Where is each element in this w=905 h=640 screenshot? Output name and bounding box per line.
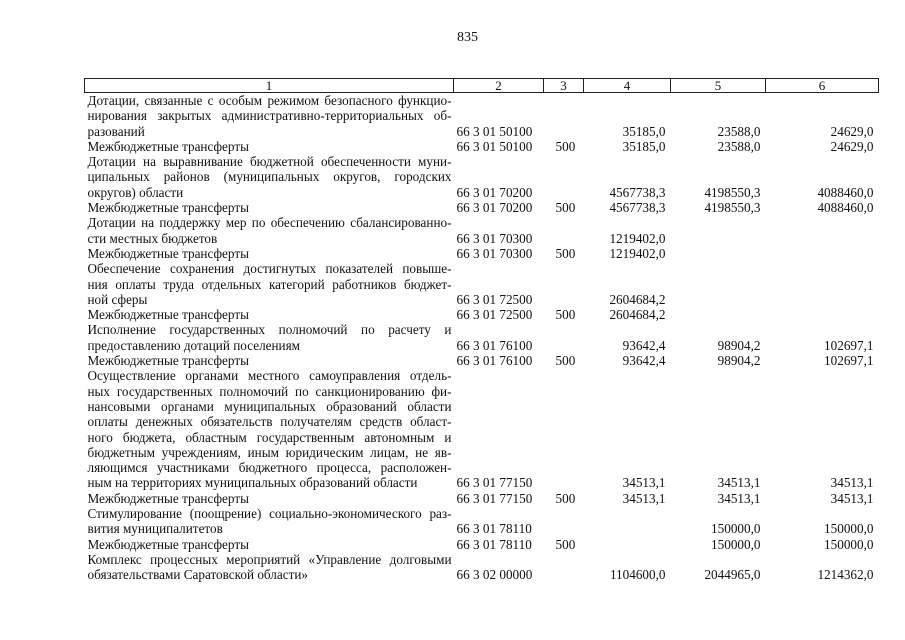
expense-type: 500 <box>555 490 576 506</box>
amount-col-5: 34513,1 <box>717 475 761 491</box>
target-article-code: 66 3 01 78110 <box>456 536 532 552</box>
row-description <box>85 322 454 353</box>
amount-col-5: 98904,2 <box>717 337 761 353</box>
header-col-3: 3 <box>544 79 584 93</box>
table-row <box>85 537 879 552</box>
row-description <box>85 215 454 246</box>
target-article-code: 66 3 01 72500 <box>456 291 533 307</box>
description-line: ных государственных полномочий по санкционированию фи- <box>87 383 452 399</box>
expense-type: 500 <box>555 245 576 261</box>
target-article-code: 66 3 01 70300 <box>456 230 533 246</box>
row-description <box>85 537 454 552</box>
description-line: ляющимся участниками бюджетного процесса, расположен- <box>87 460 452 476</box>
amount-col-4: 93642,4 <box>622 353 666 369</box>
amount-col-6: 150000,0 <box>824 536 874 552</box>
description-line: Межбюджетные трансферты <box>87 245 249 261</box>
amount-col-6 <box>766 261 879 307</box>
amount-col-6: 34513,1 <box>830 490 874 506</box>
amount-col-4: 35185,0 <box>622 123 666 139</box>
amount-col-5 <box>671 246 766 261</box>
expense-type <box>544 215 584 246</box>
table-row <box>85 139 879 154</box>
budget-table <box>84 78 879 583</box>
amount-col-5: 150000,0 <box>711 521 761 537</box>
expense-type: 500 <box>555 536 576 552</box>
expense-type <box>544 552 584 583</box>
description-line: Межбюджетные трансферты <box>87 138 249 154</box>
amount-col-6 <box>766 246 879 261</box>
description-line: ния оплаты труда отдельных категорий работников бюджет- <box>87 276 452 292</box>
description-line: ной сферы <box>87 291 148 307</box>
amount-col-6: 150000,0 <box>824 521 874 537</box>
table-row <box>85 491 879 506</box>
description-line: Межбюджетные трансферты <box>87 536 249 552</box>
row-description <box>85 154 454 200</box>
header-col-5: 5 <box>671 79 766 93</box>
amount-col-4: 93642,4 <box>622 337 666 353</box>
description-line: ципальных районов (муниципальных округов, городских <box>87 169 452 185</box>
amount-col-5: 2044965,0 <box>704 567 761 583</box>
description-line: нансовыми органами муниципальных образований области <box>87 398 452 414</box>
amount-col-5 <box>671 261 766 307</box>
amount-col-5 <box>671 215 766 246</box>
amount-col-4: 1104600,0 <box>609 567 666 583</box>
row-description <box>85 353 454 368</box>
description-line: Межбюджетные трансферты <box>87 353 249 369</box>
row-description <box>85 261 454 307</box>
description-line: ным на территориях муниципальных образований области <box>87 475 418 491</box>
target-article-code: 66 3 01 50100 <box>456 138 533 154</box>
table-row <box>85 368 879 490</box>
header-col-4: 4 <box>584 79 671 93</box>
description-line: оплаты денежных обязательств получателям средств област- <box>87 414 452 430</box>
table-row <box>85 506 879 537</box>
expense-type: 500 <box>555 353 576 369</box>
amount-col-6 <box>766 307 879 322</box>
expense-type <box>544 93 584 139</box>
amount-col-6: 102697,1 <box>824 353 874 369</box>
target-article-code: 66 3 01 70200 <box>456 184 533 200</box>
description-line: Дотации на выравнивание бюджетной обеспеченности муни- <box>87 154 452 170</box>
target-article-code: 66 3 01 77150 <box>456 490 533 506</box>
target-article-code: 66 3 01 50100 <box>456 123 533 139</box>
amount-col-4: 4567738,3 <box>609 184 666 200</box>
header-col-1: 1 <box>85 79 454 93</box>
table-row <box>85 200 879 215</box>
amount-col-4: 34513,1 <box>622 475 666 491</box>
row-description <box>85 307 454 322</box>
amount-col-6 <box>766 215 879 246</box>
description-line: округов) области <box>87 184 184 200</box>
description-line: сти местных бюджетов <box>87 230 218 246</box>
amount-col-5: 98904,2 <box>717 353 761 369</box>
amount-col-5: 23588,0 <box>717 138 761 154</box>
amount-col-5 <box>671 307 766 322</box>
amount-col-6: 4088460,0 <box>817 200 874 216</box>
amount-col-4: 2604684,2 <box>609 307 666 323</box>
amount-col-5: 4198550,3 <box>704 184 761 200</box>
expense-type: 500 <box>555 138 576 154</box>
row-description <box>85 246 454 261</box>
description-line: вития муниципалитетов <box>87 521 223 537</box>
expense-type <box>544 368 584 490</box>
description-line: бюджетным учреждениям, иным юридическим лицам, не яв- <box>87 444 452 460</box>
amount-col-6: 24629,0 <box>830 138 874 154</box>
amount-col-4: 34513,1 <box>622 490 666 506</box>
table-row <box>85 322 879 353</box>
description-line: предоставлению дотаций поселениям <box>87 337 301 353</box>
description-line: Исполнение государственных полномочий по расчету и <box>87 322 452 338</box>
amount-col-4 <box>584 537 671 552</box>
target-article-code: 66 3 01 76100 <box>456 353 533 369</box>
table-row <box>85 552 879 583</box>
description-line: Осуществление органами местного самоуправления отдель- <box>87 368 452 384</box>
target-article-code: 66 3 01 77150 <box>456 475 533 491</box>
description-line: ного бюджета, областным государственным автономным и <box>87 429 452 445</box>
row-description <box>85 552 454 583</box>
page-number: 835 <box>457 30 478 45</box>
description-line: Межбюджетные трансферты <box>87 307 249 323</box>
amount-col-6: 34513,1 <box>830 475 874 491</box>
description-line: Дотации, связанные с особым режимом безопасного функцио- <box>87 93 452 108</box>
table-row <box>85 93 879 139</box>
table-row <box>85 261 879 307</box>
description-line: нирования закрытых административно-территориальных об- <box>87 108 452 124</box>
table-row <box>85 307 879 322</box>
target-article-code: 66 3 01 72500 <box>456 307 533 323</box>
amount-col-4: 2604684,2 <box>609 291 666 307</box>
table-row <box>85 353 879 368</box>
table-row <box>85 246 879 261</box>
expense-type <box>544 154 584 200</box>
amount-col-5: 23588,0 <box>717 123 761 139</box>
header-col-2: 2 <box>454 79 544 93</box>
expense-type <box>544 506 584 537</box>
amount-col-4: 1219402,0 <box>609 230 666 246</box>
amount-col-4: 4567738,3 <box>609 200 666 216</box>
amount-col-6: 4088460,0 <box>817 184 874 200</box>
header-col-6: 6 <box>766 79 879 93</box>
target-article-code: 66 3 01 70300 <box>456 245 533 261</box>
amount-col-5: 34513,1 <box>717 490 761 506</box>
amount-col-4: 35185,0 <box>622 138 666 154</box>
row-description <box>85 491 454 506</box>
target-article-code: 66 3 02 00000 <box>456 567 533 583</box>
amount-col-5: 150000,0 <box>711 536 761 552</box>
row-description <box>85 200 454 215</box>
target-article-code: 66 3 01 70200 <box>456 200 533 216</box>
description-line: обязательствами Саратовской области» <box>87 567 308 583</box>
row-description <box>85 506 454 537</box>
expense-type: 500 <box>555 307 576 323</box>
description-line: Комплекс процессных мероприятий «Управление долговыми <box>87 551 452 567</box>
description-line: Межбюджетные трансферты <box>87 200 249 216</box>
row-description <box>85 368 454 490</box>
row-description <box>85 139 454 154</box>
expense-type <box>544 322 584 353</box>
description-line: Дотации на поддержку мер по обеспечению сбалансированно- <box>87 215 452 231</box>
amount-col-6: 24629,0 <box>830 123 874 139</box>
amount-col-4: 1219402,0 <box>609 245 666 261</box>
amount-col-4 <box>584 506 671 537</box>
row-description <box>85 93 454 139</box>
header-row <box>85 79 879 93</box>
expense-type: 500 <box>555 200 576 216</box>
description-line: Стимулирование (поощрение) социально-экономического раз- <box>87 506 452 522</box>
amount-col-5: 4198550,3 <box>704 200 761 216</box>
table-row <box>85 154 879 200</box>
target-article-code: 66 3 01 78110 <box>456 521 532 537</box>
description-line: разований <box>87 123 145 139</box>
target-article-code: 66 3 01 76100 <box>456 337 533 353</box>
table-row <box>85 215 879 246</box>
description-line: Обеспечение сохранения достигнутых показателей повыше- <box>87 261 452 277</box>
expense-type <box>544 261 584 307</box>
amount-col-6: 102697,1 <box>824 337 874 353</box>
description-line: Межбюджетные трансферты <box>87 490 249 506</box>
amount-col-6: 1214362,0 <box>817 567 874 583</box>
